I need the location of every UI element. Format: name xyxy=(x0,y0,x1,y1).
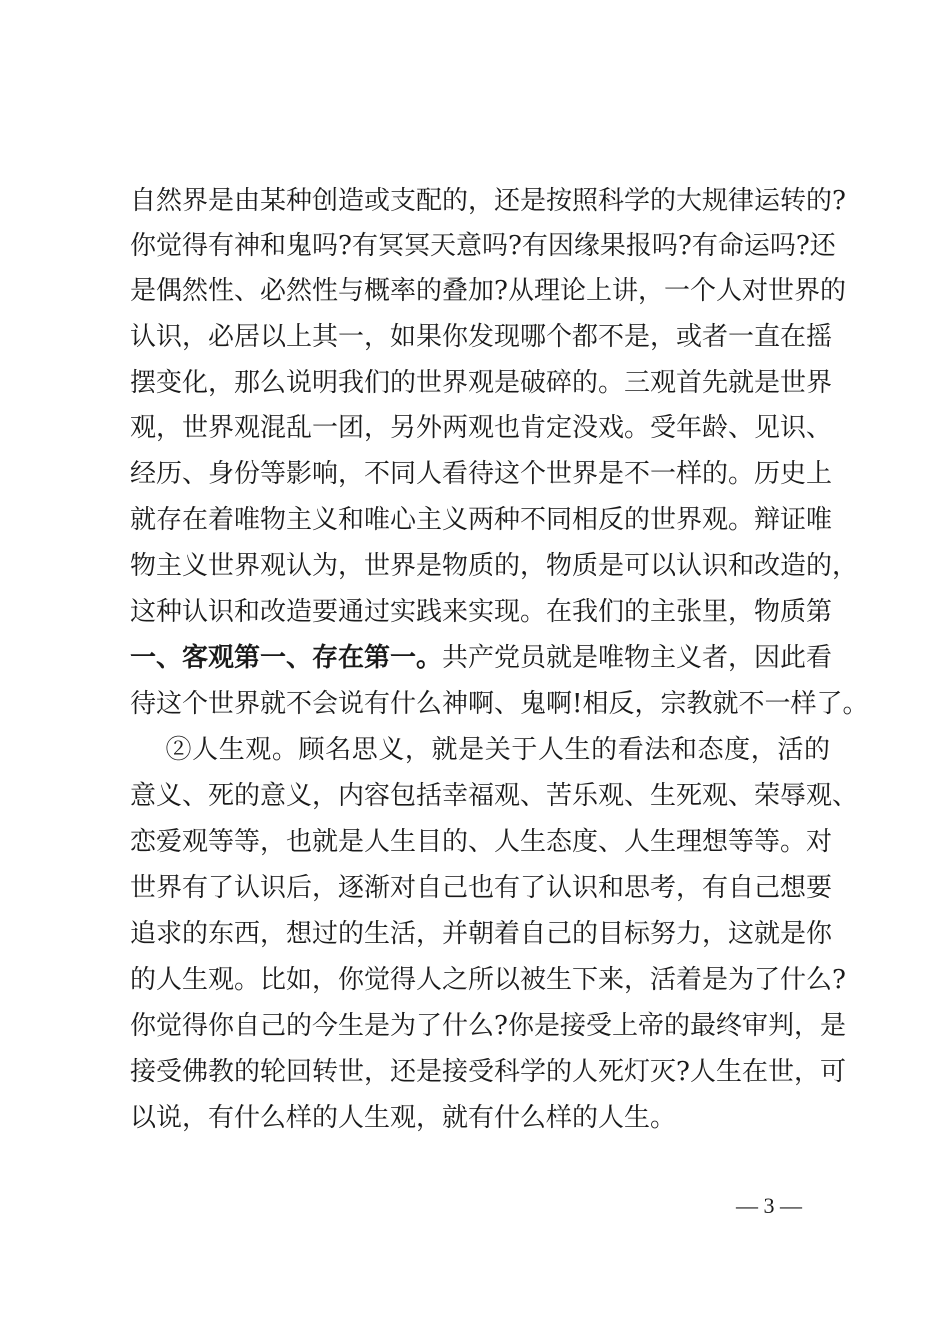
text-line: 是偶然性、必然性与概率的叠加?从理论上讲，一个人对世界的 xyxy=(130,276,846,306)
text-line: 你觉得你自己的今生是为了什么?你是接受上帝的最终审判，是 xyxy=(130,1011,846,1041)
page-number: — 3 — xyxy=(736,1193,802,1218)
text-line: 就存在着唯物主义和唯心主义两种不同相反的世界观。辩证唯 xyxy=(130,505,833,535)
text-line: 经历、身份等影响，不同人看待这个世界是不一样的。历史上 xyxy=(130,459,833,489)
text-line: 摆变化，那么说明我们的世界观是破碎的。三观首先就是世界 xyxy=(130,368,833,398)
text-line: 自然界是由某种创造或支配的，还是按照科学的大规律运转的? xyxy=(130,186,846,216)
text-line-emphasis xyxy=(130,643,833,673)
text-line: 追求的东西，想过的生活，并朝着自己的目标努力，这就是你 xyxy=(130,919,833,949)
text-line: 的人生观。比如，你觉得人之所以被生下来，活着是为了什么? xyxy=(130,965,846,995)
text-line: 物主义世界观认为，世界是物质的，物质是可以认识和改造的， xyxy=(130,551,859,581)
text-segment: 共产党员就是唯物主义者，因此看 xyxy=(442,643,833,673)
text-line: 意义、死的意义，内容包括幸福观、苦乐观、生死观、荣辱观、 xyxy=(130,781,859,811)
text-line: 这种认识和改造要通过实践来实现。在我们的主张里，物质第 xyxy=(130,597,833,627)
text-line: 以说，有什么样的人生观，就有什么样的人生。 xyxy=(130,1103,677,1133)
text-line: 你觉得有神和鬼吗?有冥冥天意吗?有因缘果报吗?有命运吗?还 xyxy=(130,231,836,261)
text-line: 世界有了认识后，逐渐对自己也有了认识和思考，有自己想要 xyxy=(130,873,833,903)
paragraph-start-line: ②人生观。顾名思义，就是关于人生的看法和态度，活的 xyxy=(130,735,830,765)
text-line: 认识，必居以上其一，如果你发现哪个都不是，或者一直在摇 xyxy=(130,322,833,352)
text-line: 恋爱观等等，也就是人生目的、人生态度、人生理想等等。对 xyxy=(130,827,833,857)
text-line: 观，世界观混乱一团，另外两观也肯定没戏。受年龄、见识、 xyxy=(130,413,833,443)
text-line: 接受佛教的轮回转世，还是接受科学的人死灯灭?人生在世，可 xyxy=(130,1057,846,1087)
bold-emphasis: 一、客观第一、存在第一。 xyxy=(130,643,443,673)
text-line: 待这个世界就不会说有什么神啊、鬼啊!相反，宗教就不一样了。 xyxy=(130,689,869,719)
